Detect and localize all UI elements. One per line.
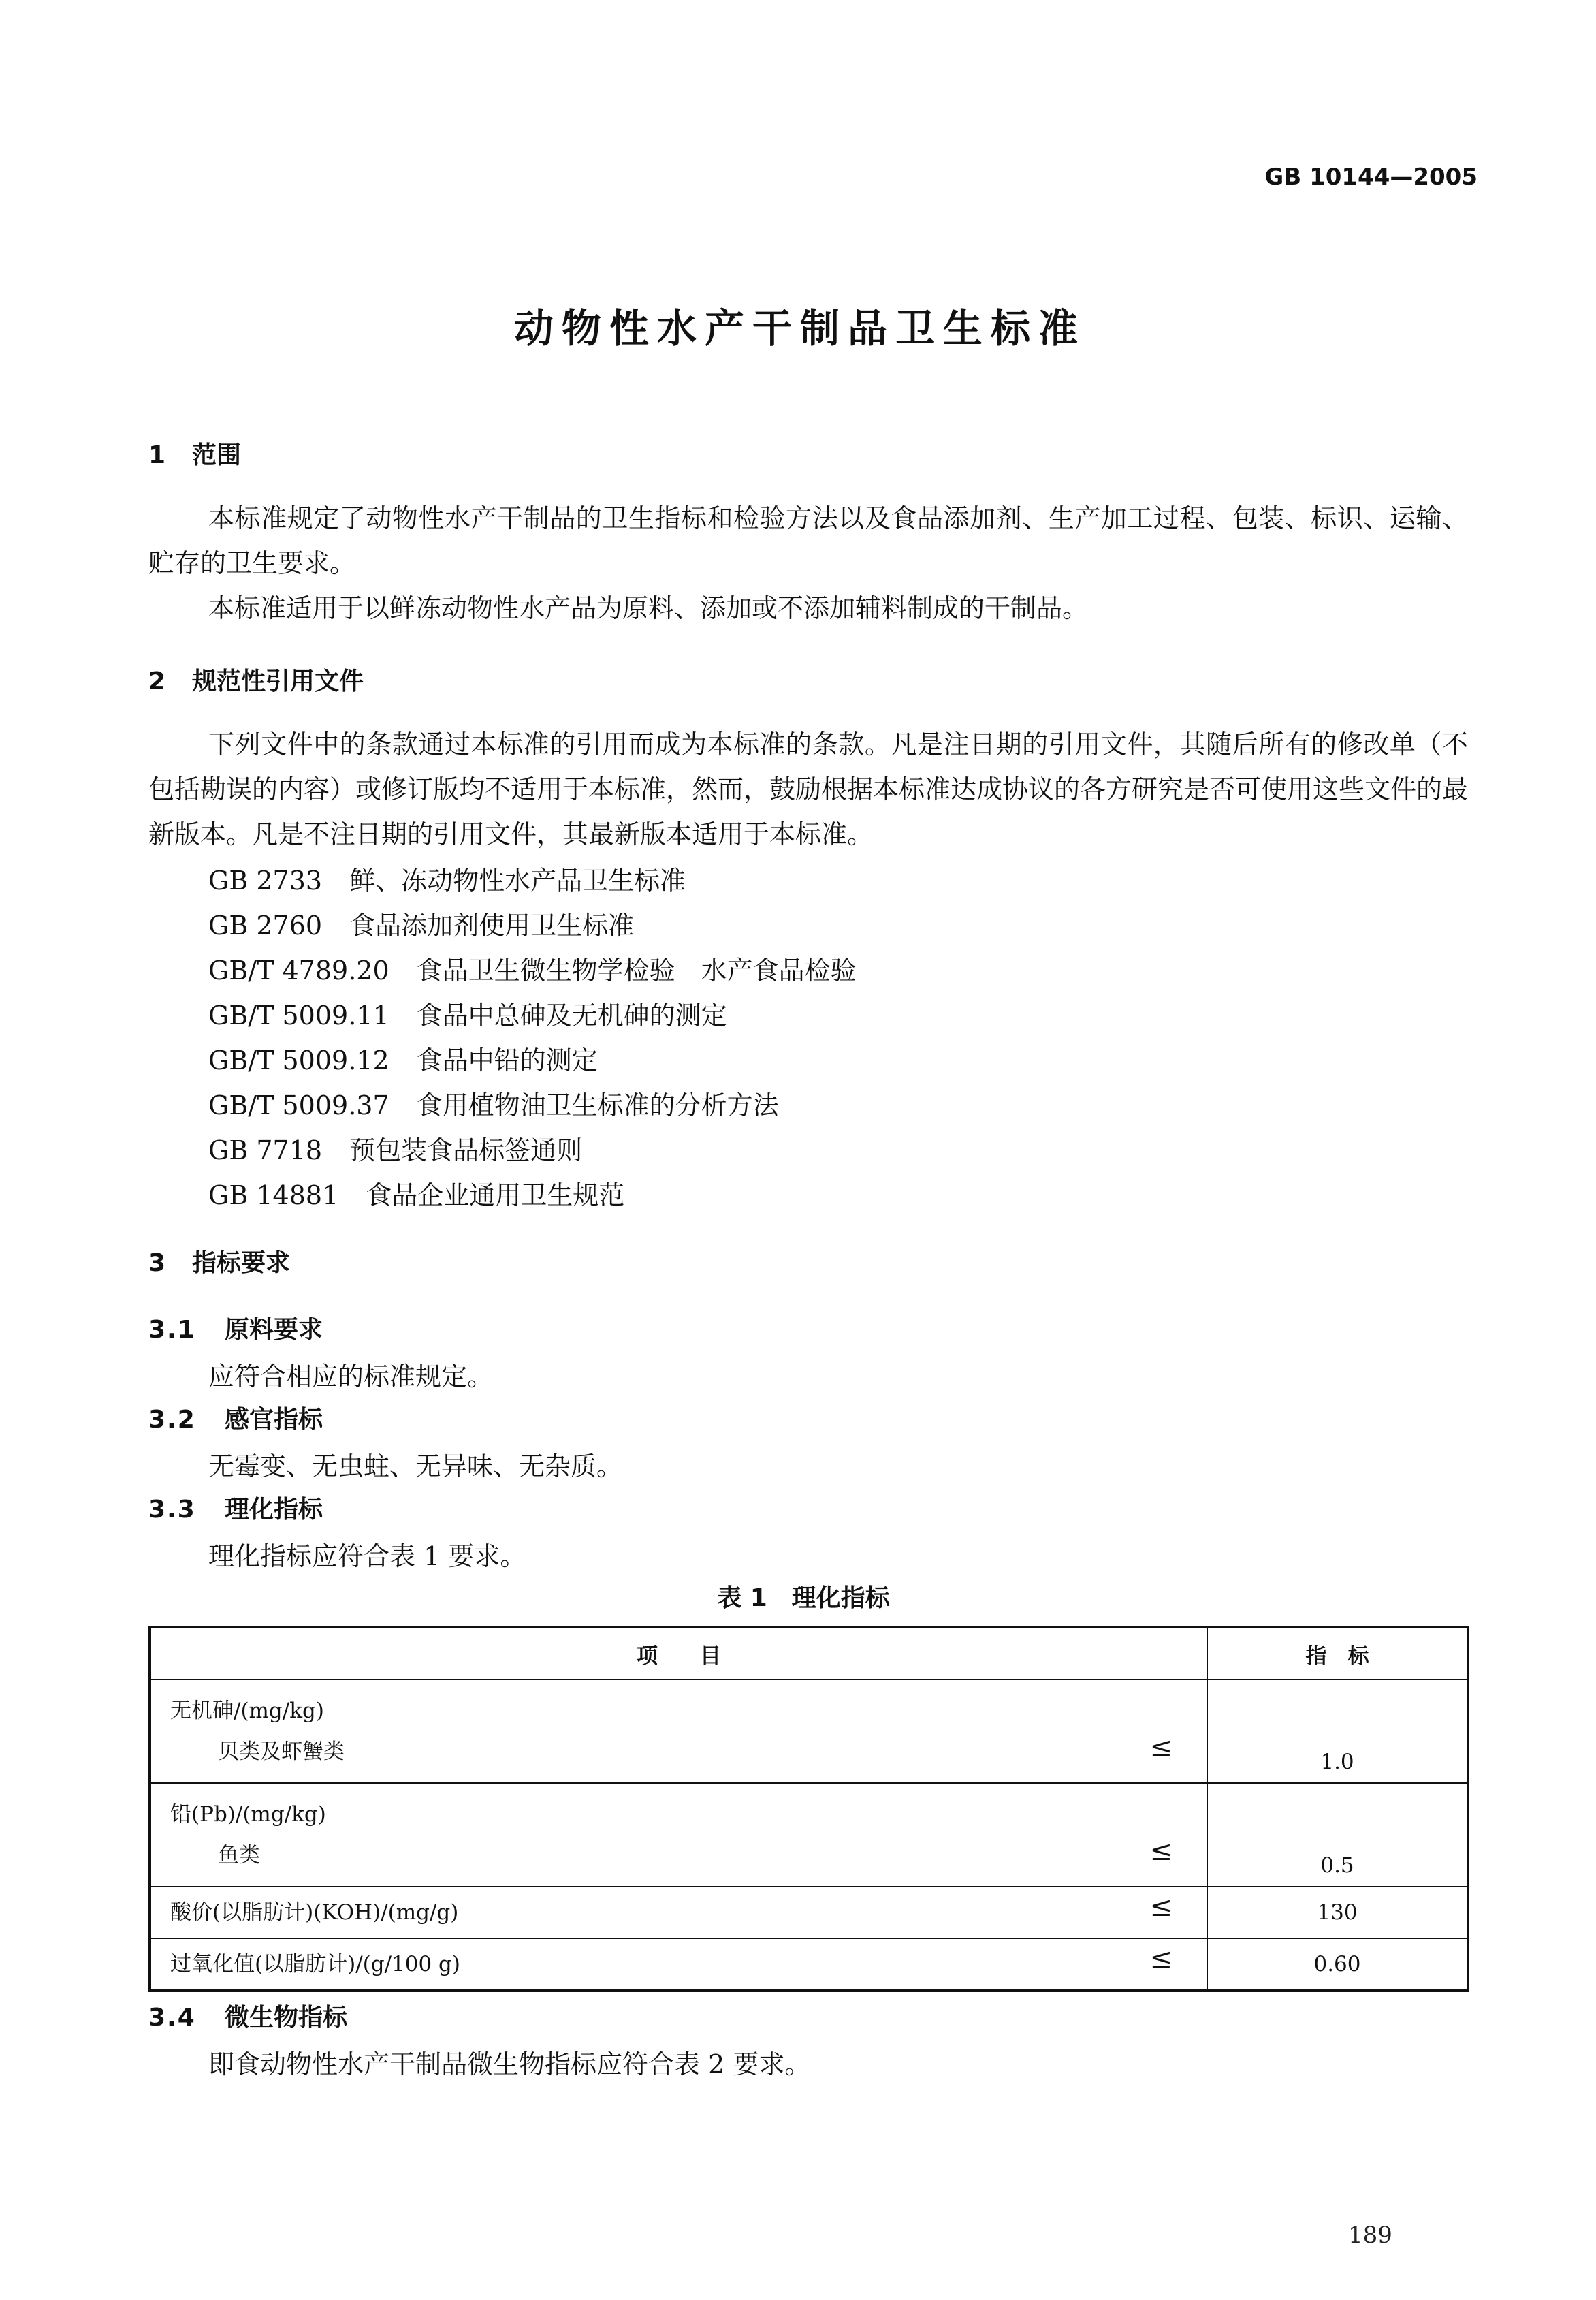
table-cell-item bbox=[150, 1938, 1207, 1991]
subsection-3-3-text: 理化指标应符合表 1 要求。 bbox=[208, 1541, 526, 1571]
subsection-title: 原料要求 bbox=[225, 1316, 323, 1344]
item-subname: 鱼类 bbox=[218, 1843, 260, 1868]
table-row bbox=[150, 1887, 1468, 1938]
table-cell-value bbox=[1207, 1938, 1468, 1991]
section-1-heading bbox=[148, 436, 241, 471]
reference-item bbox=[208, 860, 686, 897]
header-item: 项 目 bbox=[150, 1627, 1207, 1680]
section-3-heading bbox=[148, 1244, 290, 1278]
subsection-3-2-heading bbox=[148, 1400, 323, 1435]
item-name: 无机砷/(mg/kg) bbox=[170, 1699, 324, 1723]
subsection-3-1-heading bbox=[148, 1310, 323, 1345]
reference-code: GB/T 4789.20 bbox=[208, 956, 389, 986]
section-2-heading bbox=[148, 662, 364, 697]
reference-code: GB 14881 bbox=[208, 1180, 339, 1210]
reference-title: 食品中铅的测定 bbox=[416, 1045, 598, 1075]
item-subname: 贝类及虾蟹类 bbox=[218, 1739, 345, 1764]
subsection-3-1-text: 应符合相应的标准规定。 bbox=[208, 1361, 494, 1391]
table-cell-item bbox=[150, 1680, 1207, 1783]
less-equal-symbol: ≤ bbox=[1149, 1943, 1172, 1974]
reference-title: 食用植物油卫生标准的分析方法 bbox=[416, 1090, 779, 1120]
section-title: 规范性引用文件 bbox=[192, 667, 364, 695]
page-number: 189 bbox=[1348, 2222, 1392, 2249]
reference-code: GB 2733 bbox=[208, 866, 323, 896]
section-title: 指标要求 bbox=[192, 1249, 291, 1277]
table-row bbox=[150, 1680, 1468, 1783]
item-name: 酸价(以脂肪计)(KOH)/(mg/g) bbox=[170, 1900, 459, 1925]
reference-item bbox=[208, 994, 727, 1032]
subsection-title: 微生物指标 bbox=[225, 2004, 348, 2032]
physicochemical-table bbox=[148, 1626, 1469, 1992]
subsection-number: 3.4 bbox=[148, 2004, 196, 2032]
less-equal-symbol: ≤ bbox=[1149, 1732, 1172, 1763]
reference-title: 食品卫生微生物学检验 水产食品检验 bbox=[416, 956, 857, 986]
table-1-caption bbox=[613, 1579, 994, 1613]
reference-item bbox=[208, 1084, 779, 1122]
section-number: 2 bbox=[148, 667, 166, 695]
section-2-paragraph: 下列文件中的条款通过本标准的引用而成为本标准的条款。凡是注日期的引用文件，其随后所有的修改单（不包括勘误的内容）或修订版均不适用于本标准，然而，鼓励根据本标准达成协议的各方研究是否可使用这些文件的最新版本。凡是不注日期的引用文件，其最新版本适用于本标准。 bbox=[148, 729, 1469, 849]
subsection-3-2-text: 无霉变、无虫蛀、无异味、无杂质。 bbox=[208, 1451, 623, 1481]
item-value: 0.5 bbox=[1320, 1853, 1354, 1878]
subsection-title: 理化指标 bbox=[225, 1496, 323, 1524]
reference-item bbox=[208, 1174, 624, 1212]
reference-title: 鲜、冻动物性水产品卫生标准 bbox=[349, 866, 686, 896]
reference-code: GB/T 5009.12 bbox=[208, 1045, 389, 1075]
header-value: 指 标 bbox=[1207, 1627, 1468, 1680]
reference-title: 预包装食品标签通则 bbox=[349, 1135, 583, 1165]
subsection-3-3-heading bbox=[148, 1490, 323, 1525]
reference-item bbox=[208, 1129, 582, 1167]
section-title: 范围 bbox=[192, 441, 242, 469]
item-value: 0.60 bbox=[1313, 1952, 1361, 1976]
table-number: 表 1 bbox=[717, 1584, 767, 1612]
subsection-3-4-text: 即食动物性水产干制品微生物指标应符合表 2 要求。 bbox=[208, 2049, 811, 2079]
table-cell-item bbox=[150, 1783, 1207, 1887]
reference-item bbox=[208, 904, 634, 942]
section-1-paragraph-1: 本标准规定了动物性水产干制品的卫生指标和检验方法以及食品添加剂、生产加工过程、包装、标识、运输、贮存的卫生要求。 bbox=[148, 503, 1468, 578]
subsection-number: 3.3 bbox=[148, 1496, 196, 1524]
item-value: 1.0 bbox=[1320, 1750, 1354, 1774]
standard-code: GB 10144—2005 bbox=[1264, 163, 1478, 191]
reference-code: GB/T 5009.11 bbox=[208, 1001, 389, 1030]
less-equal-symbol: ≤ bbox=[1149, 1891, 1172, 1923]
section-1-paragraph-2: 本标准适用于以鲜冻动物性水产品为原料、添加或不添加辅料制成的干制品。 bbox=[208, 593, 1089, 623]
less-equal-symbol: ≤ bbox=[1149, 1836, 1172, 1867]
item-value: 130 bbox=[1317, 1900, 1358, 1925]
reference-code: GB/T 5009.37 bbox=[208, 1090, 389, 1120]
reference-item bbox=[208, 1039, 598, 1077]
item-name: 过氧化值(以脂肪计)/(g/100 g) bbox=[170, 1952, 460, 1976]
document-title: 动物性水产干制品卫生标准 bbox=[513, 305, 1086, 351]
reference-code: GB 2760 bbox=[208, 911, 323, 941]
table-header-row bbox=[150, 1627, 1468, 1680]
table-cell-value bbox=[1207, 1887, 1468, 1938]
reference-code: GB 7718 bbox=[208, 1135, 323, 1165]
table-label: 理化指标 bbox=[791, 1584, 890, 1612]
item-name: 铅(Pb)/(mg/kg) bbox=[170, 1802, 326, 1827]
reference-title: 食品企业通用卫生规范 bbox=[366, 1180, 625, 1210]
table-cell-value bbox=[1207, 1680, 1468, 1783]
subsection-number: 3.1 bbox=[148, 1316, 196, 1344]
subsection-3-4-heading bbox=[148, 1998, 347, 2033]
table-cell-item bbox=[150, 1887, 1207, 1938]
section-number: 1 bbox=[148, 441, 166, 469]
table-cell-value bbox=[1207, 1783, 1468, 1887]
subsection-title: 感官指标 bbox=[225, 1406, 323, 1434]
section-number: 3 bbox=[148, 1249, 166, 1277]
subsection-number: 3.2 bbox=[148, 1406, 196, 1434]
table-row bbox=[150, 1938, 1468, 1991]
table-row bbox=[150, 1783, 1468, 1887]
reference-title: 食品添加剂使用卫生标准 bbox=[349, 911, 635, 941]
reference-item bbox=[208, 949, 857, 987]
reference-title: 食品中总砷及无机砷的测定 bbox=[416, 1001, 727, 1030]
